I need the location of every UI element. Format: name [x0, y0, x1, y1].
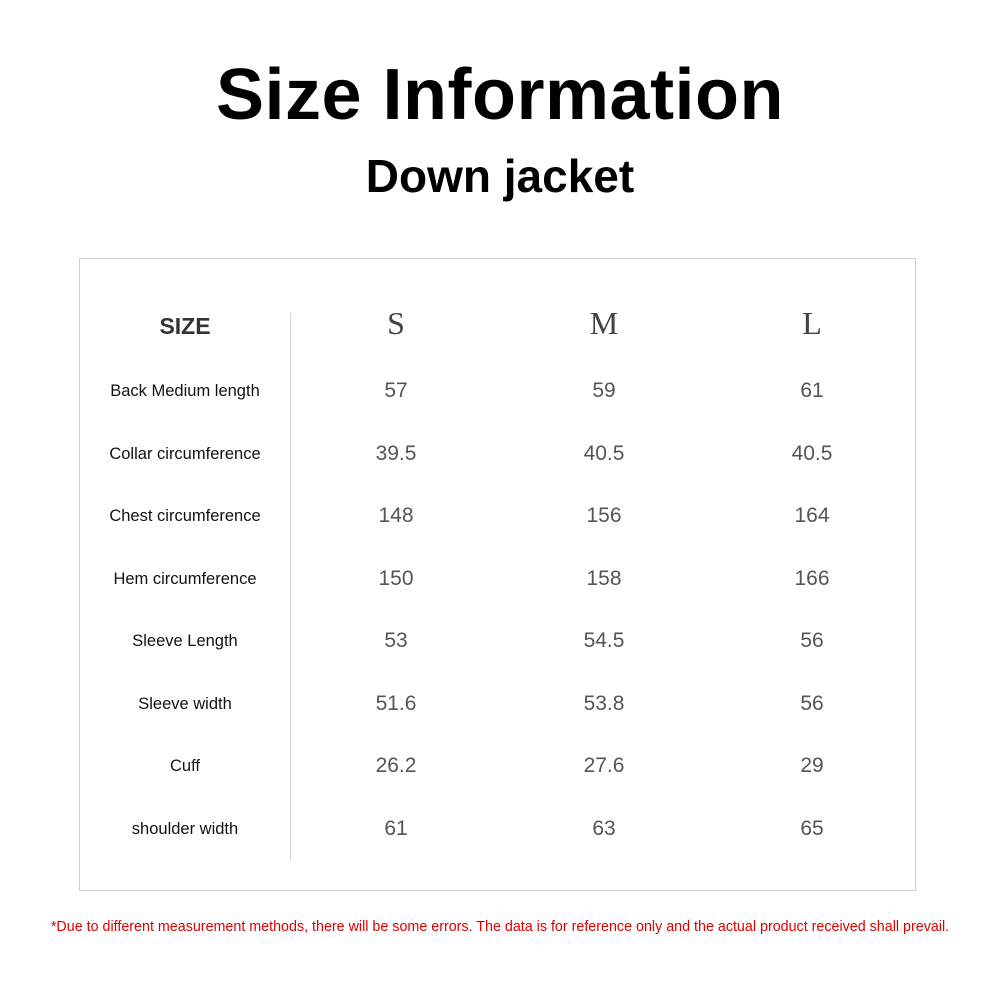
- table-row: [80, 562, 917, 596]
- value-cell-m: 156: [586, 504, 622, 527]
- size-table: [79, 258, 916, 891]
- value-cell-s: 150: [378, 567, 414, 590]
- table-row: [80, 687, 917, 721]
- table-row: [80, 499, 917, 533]
- value-cell-l: 164: [794, 504, 830, 527]
- table-row: [80, 437, 917, 471]
- row-label: Chest circumference: [109, 507, 261, 525]
- value-cell-s: 148: [378, 504, 414, 527]
- size-column-l: L: [802, 305, 822, 341]
- value-cell-s: 57: [384, 379, 408, 402]
- row-label: Sleeve Length: [132, 632, 238, 650]
- value-cell-l: 166: [794, 567, 830, 590]
- table-row: [80, 749, 917, 783]
- value-cell-l: 56: [800, 692, 824, 715]
- product-subtitle: Down jacket: [365, 150, 635, 202]
- row-label: Collar circumference: [109, 445, 261, 463]
- value-cell-l: 61: [800, 379, 824, 402]
- value-cell-m: 63: [592, 817, 616, 840]
- table-row: [80, 374, 917, 408]
- table-row: [80, 812, 917, 846]
- size-header-label: SIZE: [159, 313, 211, 339]
- row-label: Cuff: [170, 757, 200, 775]
- row-label: Sleeve width: [138, 695, 232, 713]
- value-cell-l: 29: [800, 754, 824, 777]
- size-column-m: M: [589, 305, 619, 341]
- row-label: shoulder width: [131, 820, 239, 838]
- size-column-s: S: [387, 305, 405, 341]
- value-cell-s: 39.5: [375, 442, 417, 465]
- value-cell-s: 51.6: [375, 692, 417, 715]
- table-row: [80, 624, 917, 658]
- row-label: Back Medium length: [110, 382, 260, 400]
- value-cell-l: 40.5: [791, 442, 833, 465]
- value-cell-s: 61: [384, 817, 408, 840]
- value-cell-s: 53: [384, 629, 408, 652]
- value-cell-m: 59: [592, 379, 616, 402]
- row-label: Hem circumference: [113, 570, 257, 588]
- value-cell-m: 40.5: [583, 442, 625, 465]
- value-cell-l: 56: [800, 629, 824, 652]
- value-cell-m: 53.8: [583, 692, 625, 715]
- value-cell-m: 27.6: [583, 754, 625, 777]
- value-cell-l: 65: [800, 817, 824, 840]
- page-title: Size Information: [215, 55, 785, 135]
- disclaimer-note: *Due to different measurement methods, there will be some errors. The data is for reference only and the actual product received shall prevail.: [50, 919, 950, 935]
- value-cell-s: 26.2: [375, 754, 417, 777]
- value-cell-m: 158: [586, 567, 622, 590]
- value-cell-m: 54.5: [583, 629, 625, 652]
